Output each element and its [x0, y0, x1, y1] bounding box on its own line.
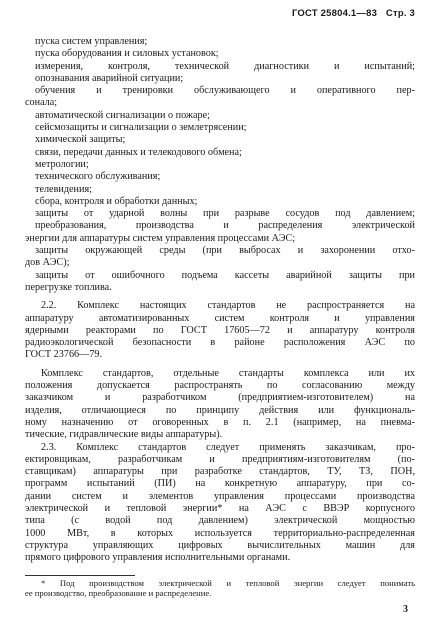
list-item-continuation: сонала; [25, 97, 58, 109]
paragraph-2-2 [25, 300, 415, 361]
paragraph-line: структура управляющих цифровых вычислительных машин для [25, 539, 415, 551]
list-item: измерения, контроля, технической диагностики и испытаний; [35, 60, 415, 72]
paragraph-line: тические, гидравлические виды аппаратуры). [25, 429, 223, 441]
paragraph-line: электрической и тепловой энергии* на АЭС с ВВЭР корпусного [25, 502, 415, 514]
list-item: пуска оборудования и силовых установок; [35, 48, 219, 60]
page-label: Стр. 3 [385, 8, 415, 19]
paragraph-line: положения допускается распространять по согласованию между [25, 380, 415, 392]
paragraph-line: дании систем и элементов управления процессами производства [25, 490, 415, 502]
paragraph-note [25, 368, 415, 442]
paragraph-line: ектировщикам, разработчикам и предприятиям-изготовителям (по- [25, 453, 415, 465]
list-item: химической защиты; [35, 134, 126, 146]
list-block [25, 36, 415, 294]
paragraph-line: ставщикам) аппаратуры при разработке стандартов, ТУ, ТЗ, ПОН, [25, 466, 415, 478]
standard-number: ГОСТ 25804.1—83 [291, 8, 378, 19]
footnote-line: ее производство, преобразование и распределение. [25, 588, 212, 599]
paragraph-line: прямого цифрового управления исполнительными органами. [25, 552, 291, 564]
list-item-continuation: дов АЭС); [25, 257, 70, 269]
paragraph-line: Комплекс стандартов, отдельные стандарты комплекса или их [41, 367, 415, 379]
list-item: пуска систем управления; [35, 36, 148, 47]
list-item: метрологии; [35, 158, 89, 170]
footnote-divider [25, 575, 135, 576]
body-text [25, 36, 415, 564]
paragraph-line: ядерными реакторами по ГОСТ 17605—72 и аппаратуру контроля [25, 324, 415, 336]
footnote [25, 578, 415, 598]
paragraph-2-3 [25, 442, 415, 565]
paragraph-line: 1000 МВт, в которых используется территориально-распределенная [25, 527, 415, 539]
list-item: обучения и тренировки обслуживающего и оперативного пер- [35, 85, 415, 97]
paragraph-line: изделия, отличающиеся по принципу действия или функциональ- [25, 404, 415, 416]
list-item: телевидения; [35, 183, 92, 195]
list-item: опознавания аварийной ситуации; [35, 72, 184, 84]
list-item: преобразования, производства и распределения электрической [35, 220, 415, 232]
paragraph-line: типа (с водой под давлением) электрической мощностью [25, 515, 415, 527]
list-item: автоматической сигнализации о пожаре; [35, 109, 210, 121]
list-item: сбора, контроля и обработки данных; [35, 195, 198, 207]
page-header [0, 8, 415, 19]
paragraph-line: 2.2. Комплекс настоящих стандартов не распространяется на [41, 300, 415, 312]
paragraph-line: аппаратуру автоматизированных систем контроля и управления [25, 312, 415, 324]
paragraph-line: ГОСТ 23766—79. [25, 349, 103, 361]
list-item: связи, передачи данных и телекодового обмена; [35, 146, 242, 158]
list-item: технического обслуживания; [35, 171, 161, 183]
list-item: защиты окружающей среды (при выбросах и захоронении отхо- [35, 245, 415, 257]
list-item: защиты от ударной волны при разрыве сосудов под давлением; [35, 208, 415, 220]
paragraph-line: ному назначению от оговоренных в п. 2.1 (например, на пневма- [25, 416, 415, 428]
paragraph-line: 2.3. Комплекс стандартов следует применять заказчикам, про- [41, 441, 415, 453]
paragraph-line: радиоэкологической безопасности в районе расположения АЭС по [25, 337, 415, 349]
paragraph-line: заказчиком и разработчиком (предприятием-изготовителем) на [25, 392, 415, 404]
list-item-continuation: перегрузке топлива. [25, 281, 112, 293]
footnote-line: * Под производством электрической и тепловой энергии следует понимать [41, 578, 415, 588]
paragraph-line: программ испытаний (ПИ) на конкретную аппаратуру, при со- [25, 478, 415, 490]
page-number: 3 [403, 604, 408, 615]
list-item: защиты от ошибочного подъема кассеты аварийной защиты при [35, 269, 415, 281]
list-item-continuation: энергии для аппаратуры систем управления процессами АЭС; [25, 232, 296, 244]
list-item: сейсмозащиты и сигнализации о землетрясении; [35, 122, 247, 134]
